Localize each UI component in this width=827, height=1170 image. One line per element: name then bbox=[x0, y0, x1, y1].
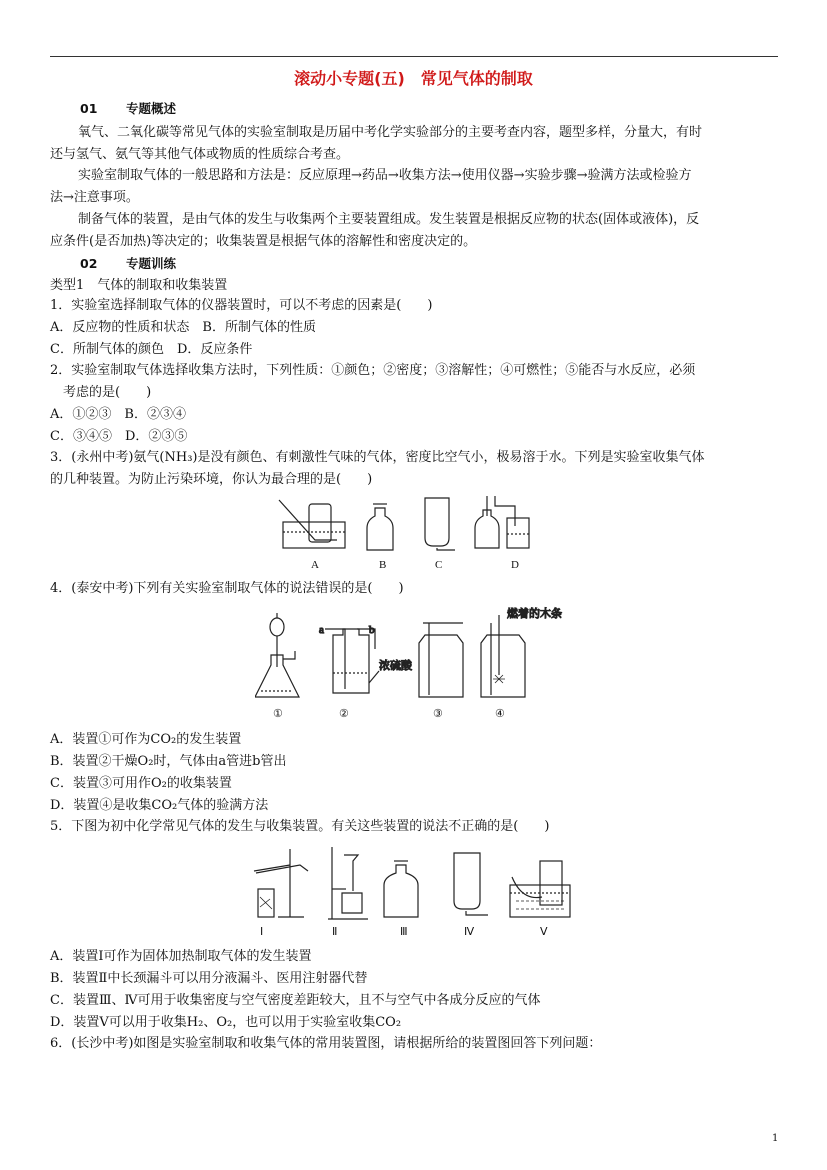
question-2-stem: 考虑的是( ) bbox=[50, 385, 152, 400]
figure-label: D bbox=[511, 559, 519, 571]
overview-line: 法→注意事项。 bbox=[50, 190, 139, 205]
question-2-stem: 2．实验室制取气体选择收集方法时，下列性质：①颜色；②密度；③溶解性；④可燃性；⑤能否与水反应，必须 bbox=[50, 363, 696, 378]
question-1-options: A．反应物的性质和状态 B．所制气体的性质 bbox=[50, 320, 316, 335]
section-name: 专题概述 bbox=[126, 101, 177, 116]
apparatus-a bbox=[279, 500, 345, 548]
apparatus-IV bbox=[454, 853, 488, 915]
apparatus-V bbox=[510, 861, 570, 917]
question-5-figure bbox=[248, 845, 578, 938]
overview-line: 制备气体的装置，是由气体的发生与收集两个主要装置组成。发生装置是根据反应物的状态(固体或液体)，反 bbox=[78, 212, 700, 227]
section-name: 专题训练 bbox=[126, 256, 177, 271]
figure-label: Ⅱ bbox=[332, 926, 338, 938]
question-2-options: C．③④⑤ D．②③⑤ bbox=[50, 429, 188, 444]
overview-line: 实验室制取气体的一般思路和方法是：反应原理→药品→收集方法→使用仪器→实验步骤→验满方法或检验方 bbox=[78, 168, 692, 183]
section-number: 02 bbox=[80, 256, 98, 271]
question-2-options: A．①②③ B．②③④ bbox=[50, 407, 186, 422]
overview-line: 还与氢气、氨气等其他气体或物质的性质综合考查。 bbox=[50, 147, 350, 162]
page-number: 1 bbox=[772, 1133, 779, 1144]
burning-stick-label: 燃着的木条 bbox=[507, 608, 562, 620]
apparatus-1 bbox=[255, 613, 299, 697]
apparatus-4 bbox=[481, 615, 525, 697]
page-title: 滚动小专题(五) 常见气体的制取 bbox=[294, 69, 533, 88]
figure-label: Ⅴ bbox=[540, 926, 548, 938]
question-1-options: C．所制气体的颜色 D．反应条件 bbox=[50, 342, 253, 357]
apparatus-3 bbox=[419, 623, 463, 697]
tube-label-a: a bbox=[319, 624, 324, 636]
question-4-option: A．装置①可作为CO₂的发生装置 bbox=[50, 732, 242, 747]
question-4-stem: 4．(泰安中考)下列有关实验室制取气体的说法错误的是( ) bbox=[50, 581, 404, 596]
question-5-option: B．装置Ⅱ中长颈漏斗可以用分液漏斗、医用注射器代替 bbox=[50, 971, 368, 986]
figure-label: B bbox=[379, 559, 387, 571]
overview-line: 应条件(是否加热)等决定的；收集装置是根据气体的溶解性和密度决定的。 bbox=[50, 234, 477, 249]
apparatus-2 bbox=[325, 629, 379, 693]
figure-label: ③ bbox=[433, 708, 443, 720]
overview-line: 氧气、二氧化碳等常见气体的实验室制取是历届中考化学实验部分的主要考查内容，题型多样，分量大，有时 bbox=[78, 125, 703, 140]
top-rule bbox=[50, 56, 778, 57]
apparatus-II bbox=[328, 847, 368, 919]
question-3-stem: 3．(永州中考)氨气(NH₃)是没有颜色、有刺激性气味的气体，密度比空气小，极易溶于水。下列是实验室收集气体 bbox=[50, 450, 705, 465]
section-number: 01 bbox=[80, 101, 98, 116]
figure-label: A bbox=[311, 559, 319, 571]
question-4-option: D．装置④是收集CO₂气体的验满方法 bbox=[50, 798, 269, 813]
figure-label: ② bbox=[339, 708, 349, 720]
figure-label: Ⅲ bbox=[400, 926, 408, 938]
question-5-option: A．装置Ⅰ可作为固体加热制取气体的发生装置 bbox=[50, 949, 312, 964]
type-heading: 类型1 气体的制取和收集装置 bbox=[50, 278, 228, 293]
question-4-figure bbox=[255, 605, 575, 723]
question-5-option: C．装置Ⅲ、Ⅳ可用于收集密度与空气密度差距较大，且不与空气中各成分反应的气体 bbox=[50, 993, 541, 1008]
figure-label: ① bbox=[273, 708, 283, 720]
apparatus-III bbox=[384, 861, 418, 917]
question-1-stem: 1．实验室选择制取气体的仪器装置时，可以不考虑的因素是( ) bbox=[50, 298, 433, 313]
question-5-stem: 5．下图为初中化学常见气体的发生与收集装置。有关这些装置的说法不正确的是( ) bbox=[50, 819, 550, 834]
figure-label: ④ bbox=[495, 708, 505, 720]
question-3-figure bbox=[275, 492, 565, 576]
question-4-option: C．装置③可用作O₂的收集装置 bbox=[50, 776, 232, 791]
question-4-option: B．装置②干燥O₂时，气体由a管进b管出 bbox=[50, 754, 287, 769]
figure-label: C bbox=[435, 559, 443, 571]
figure-label: Ⅳ bbox=[464, 926, 475, 938]
section-header-overview bbox=[50, 100, 176, 118]
question-6-stem: 6．(长沙中考)如图是实验室制取和收集气体的常用装置图，请根据所给的装置图回答下列问题： bbox=[50, 1036, 602, 1051]
apparatus-d bbox=[475, 496, 529, 548]
question-3-stem: 的几种装置。为防止污染环境，你认为最合理的是( ) bbox=[50, 472, 373, 487]
question-5-option: D．装置Ⅴ可以用于收集H₂、O₂，也可以用于实验室收集CO₂ bbox=[50, 1015, 402, 1030]
apparatus-c bbox=[425, 498, 455, 550]
tube-label-b: b bbox=[369, 624, 375, 636]
acid-label: 浓硫酸 bbox=[379, 660, 412, 672]
section-header-training bbox=[50, 255, 176, 273]
apparatus-I bbox=[254, 849, 308, 917]
figure-label: Ⅰ bbox=[260, 926, 264, 938]
apparatus-b bbox=[367, 504, 393, 550]
